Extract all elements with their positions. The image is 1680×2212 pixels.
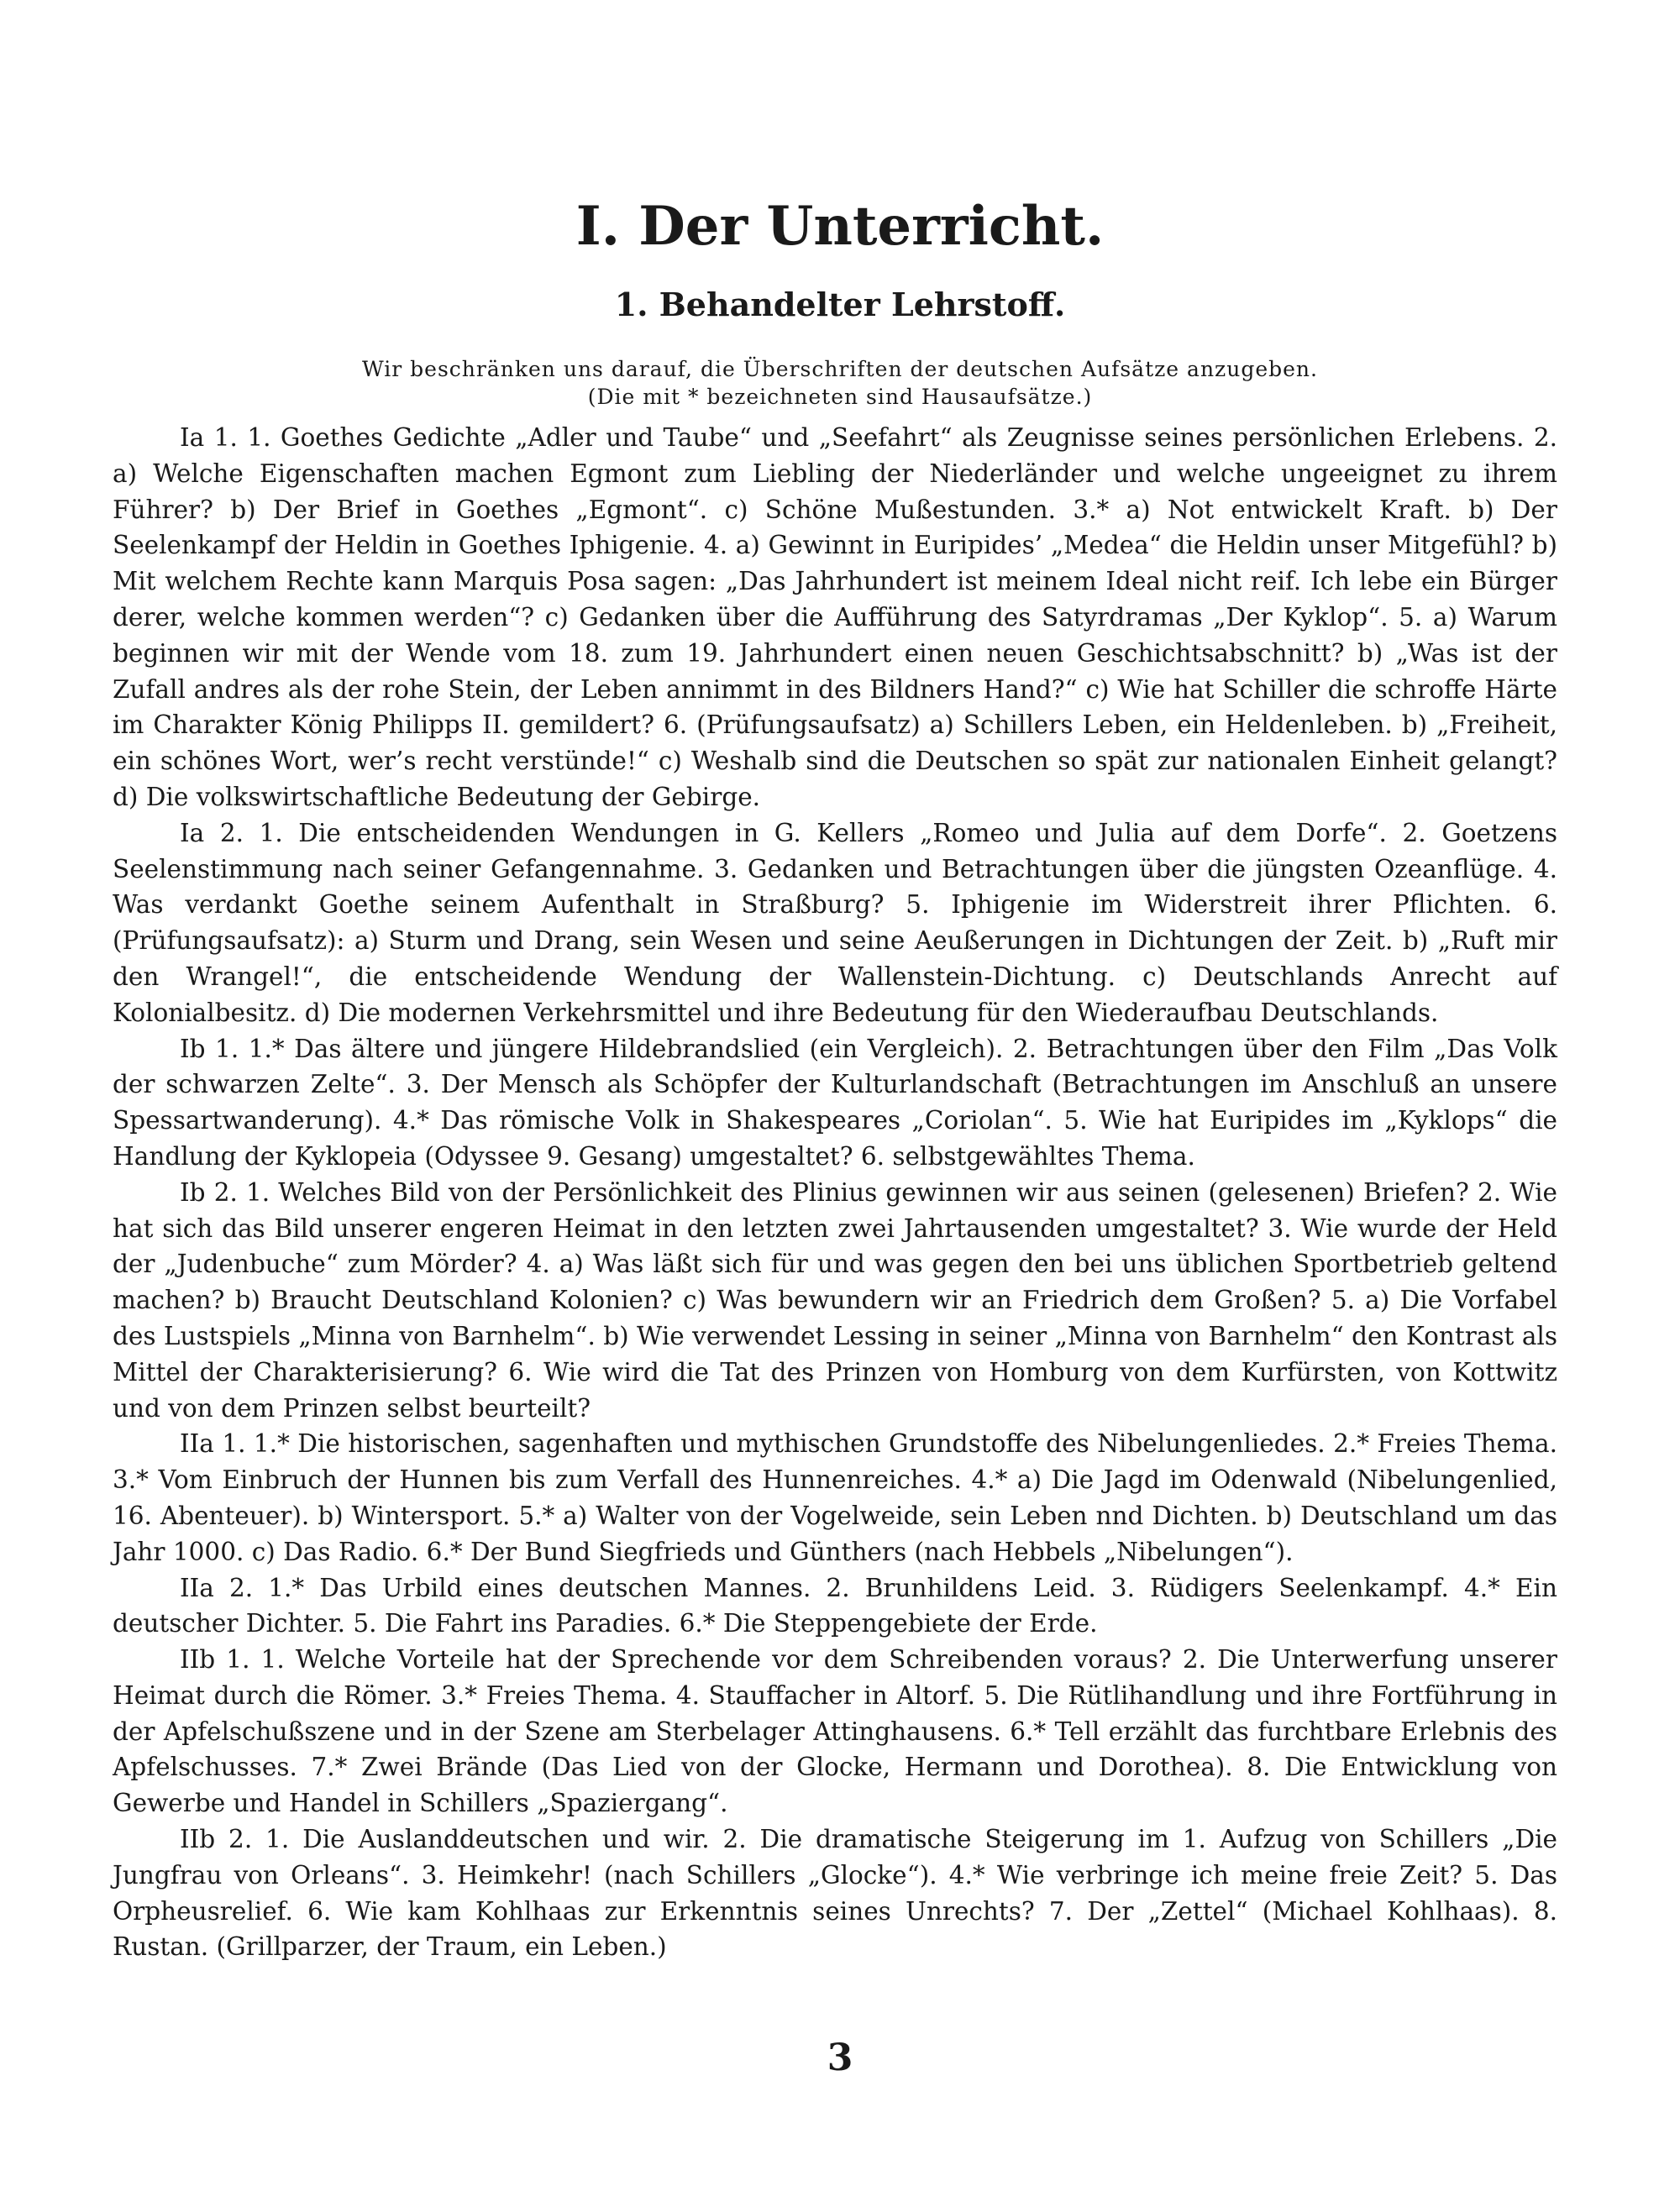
class-iia2-topics: IIa 2. 1.* Das Urbild eines deutschen Mannes. 2. Brunhildens Leid. 3. Rüdigers Seelenkampf. 4.* Ein deutscher Dichter. 5. Die Fahrt ins Paradies. 6.* Die Steppengebiete der Erde. bbox=[113, 1573, 1557, 1638]
class-ib2-topics: Ib 2. 1. Welches Bild von der Persönlichkeit des Plinius gewinnen wir aus seinen (gelesenen) Briefen? 2. Wie hat sich das Bild unserer engeren Heimat in den letzten zwei Jahrtausenden umgestaltet? 3. Wie wurde der Held der „Judenbuche“ zum Mörder? 4. a) Was läßt sich für und was gegen den bei uns üblichen Sportbetrieb geltend machen? b) Braucht Deutschland Kolonien? c) Was bewundern wir an Friedrich dem Großen? 5. a) Die Vorfabel des Lustspiels „Minna von Barnhelm“. b) Wie verwendet Lessing in seiner „Minna von Barnhelm“ den Kontrast als Mittel der Charakterisierung? 6. Wie wird die Tat des Prinzen von Homburg von dem Kurfürsten, von Kottwitz und von dem Prinzen selbst beurteilt? bbox=[113, 1177, 1557, 1423]
class-ia2-topics: Ia 2. 1. Die entscheidenden Wendungen in G. Kellers „Romeo und Julia auf dem Dorfe“. 2. Goetzens Seelenstimmung nach seiner Gefangennahme. 3. Gedanken und Betrachtungen über die jüngsten Ozeanflüge. 4. Was verdankt Goethe seinem Aufenthalt in Straßburg? 5. Iphigenie im Widerstreit ihrer Pflichten. 6. (Prüfungsaufsatz): a) Sturm und Drang, sein Wesen und seine Aeußerungen in Dichtungen der Zeit. b) „Ruft mir den Wrangel!“, die entscheidende Wendung der Wallenstein-Dichtung. c) Deutschlands Anrecht auf Kolonialbesitz. d) Die modernen Verkehrsmittel und ihre Bedeutung für den Wiederaufbau Deutschlands. bbox=[113, 818, 1557, 1027]
page-number: 3 bbox=[827, 2036, 853, 2079]
class-ia1-topics: Ia 1. 1. Goethes Gedichte „Adler und Taube“ und „Seefahrt“ als Zeugnisse seines persönlichen Erlebens. 2. a) Welche Eigenschaften machen Egmont zum Liebling der Niederländer und welche ungeeignet zu ihrem Führer? b) Der Brief in Goethes „Egmont“. c) Schöne Mußestunden. 3.* a) Not entwickelt Kraft. b) Der Seelenkampf der Heldin in Goethes Iphigenie. 4. a) Gewinnt in Euripides’ „Medea“ die Heldin unser Mitgefühl? b) Mit welchem Rechte kann Marquis Posa sagen: „Das Jahrhundert ist meinem Ideal nicht reif. Ich lebe ein Bürger derer, welche kommen werden“? c) Gedanken über die Aufführung des Satyrdramas „Der Kyklop“. 5. a) Warum beginnen wir mit der Wende vom 18. zum 19. Jahrhundert einen neuen Geschichtsabschnitt? b) „Was ist der Zufall andres als der rohe Stein, der Leben annimmt in des Bildners Hand?“ c) Wie hat Schiller die schroffe Härte im Charakter König Philipps II. gemildert? 6. (Prüfungsaufsatz) a) Schillers Leben, ein Heldenleben. b) „Freiheit, ein schönes Wort, wer’s recht verstünde!“ c) Weshalb sind die Deutschen so spät zur nationalen Einheit gelangt? d) Die volkswirtschaftliche Bedeutung der Gebirge. bbox=[113, 423, 1557, 811]
section-title: 1. Behandelter Lehrstoff. bbox=[614, 286, 1066, 323]
class-iia1-topics: IIa 1. 1.* Die historischen, sagenhaften und mythischen Grundstoffe des Nibelungenliedes. 2.* Freies Thema. 3.* Vom Einbruch der Hunnen bis zum Verfall des Hunnenreiches. 4.* a) Die Jagd im Odenwald (Nibelungenlied, 16. Abenteuer). b) Wintersport. 5.* a) Walter von der Vogelweide, sein Leben nnd Dichten. b) Deutschland um das Jahr 1000. c) Das Radio. 6.* Der Bund Siegfrieds und Günthers (nach Hebbels „Nibelungen“). bbox=[113, 1429, 1557, 1566]
editorial-note: Wir beschränken uns darauf, die Überschriften der deutschen Aufsätze anzugeben. bbox=[362, 357, 1318, 381]
class-iib1-topics: IIb 1. 1. Welche Vorteile hat der Sprechende vor dem Schreibenden voraus? 2. Die Unterwerfung unserer Heimat durch die Römer. 3.* Freies Thema. 4. Stauffacher in Altorf. 5. Die Rütlihandlung und ihre Fortführung in der Apfelschußszene und in der Szene am Sterbelager Attinghausens. 6.* Tell erzählt das furchtbare Erlebnis des Apfelschusses. 7.* Zwei Brände (Das Lied von der Glocke, Hermann und Dorothea). 8. Die Entwicklung von Gewerbe und Handel in Schillers „Spaziergang“. bbox=[113, 1645, 1557, 1818]
essay-topics-list bbox=[113, 420, 1557, 1965]
chapter-title: I. Der Unterricht. bbox=[575, 195, 1105, 258]
class-iib2-topics: IIb 2. 1. Die Auslanddeutschen und wir. 2. Die dramatische Steigerung im 1. Aufzug von Schillers „Die Jungfrau von Orleans“. 3. Heimkehr! (nach Schillers „Glocke“). 4.* Wie verbringe ich meine freie Zeit? 5. Das Orpheusrelief. 6. Wie kam Kohlhaas zur Erkenntnis seines Unrechts? 7. Der „Zettel“ (Michael Kohlhaas). 8. Rustan. (Grillparzer, der Traum, ein Leben.) bbox=[113, 1825, 1557, 1962]
class-ib1-topics: Ib 1. 1.* Das ältere und jüngere Hildebrandslied (ein Vergleich). 2. Betrachtungen über den Film „Das Volk der schwarzen Zelte“. 3. Der Mensch als Schöpfer der Kulturlandschaft (Betrachtungen im Anschluß an unsere Spessartwanderung). 4.* Das römische Volk in Shakespeares „Coriolan“. 5. Wie hat Euripides im „Kyklops“ die Handlung der Kyklopeia (Odyssee 9. Gesang) umgestaltet? 6. selbstgewähltes Thema. bbox=[113, 1034, 1557, 1171]
editorial-note-asterisk: (Die mit * bezeichneten sind Hausaufsätze.) bbox=[587, 385, 1093, 409]
